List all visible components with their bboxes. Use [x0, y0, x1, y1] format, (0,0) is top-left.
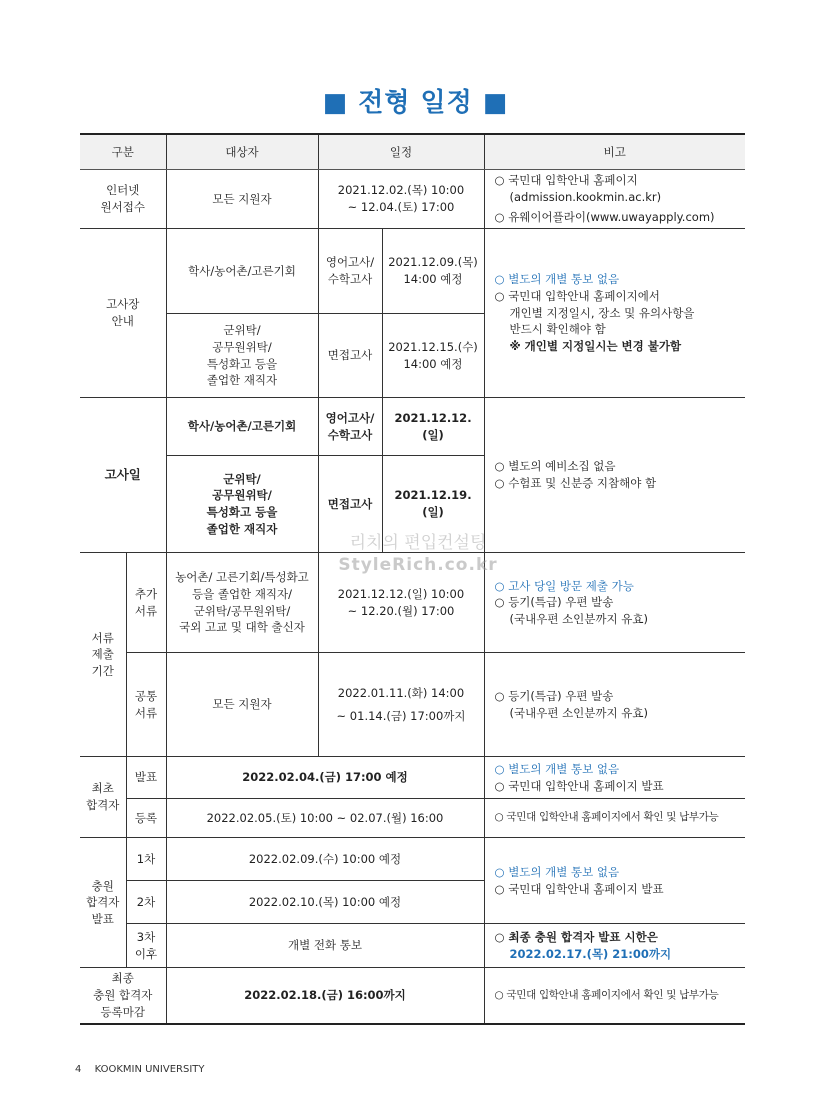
page-footer — [75, 1064, 204, 1075]
cell-note: ○ 별도의 예비소집 없음 ○ 수험표 및 신분증 지참해야 함 — [484, 398, 745, 553]
cell-note: ○ 등기(특급) 우편 발송 (국내우편 소인분까지 유효) — [484, 653, 745, 757]
cell-date: 2022.02.05.(토) 10:00 ~ 02.07.(월) 16:00 — [166, 799, 484, 838]
cell-date: 2021.12.12.(일) 10:00 ~ 12.20.(월) 17:00 — [318, 553, 484, 653]
cell-subcategory: 추가 서류 — [126, 553, 166, 653]
university-name: KOOKMIN UNIVERSITY — [94, 1064, 205, 1075]
cell-note: ○ 국민대 입학안내 홈페이지에서 확인 및 납부가능 — [484, 799, 745, 838]
header-note: 비고 — [484, 134, 745, 170]
cell-date: 2021.12.12.(일) — [382, 398, 484, 456]
table-row — [80, 653, 745, 757]
cell-target: 학사/농어촌/고른기회 — [166, 398, 318, 456]
table-row — [80, 968, 745, 1024]
cell-subcategory: 3차 이후 — [126, 924, 166, 968]
cell-note: ○ 국민대 입학안내 홈페이지에서 확인 및 납부가능 — [484, 968, 745, 1024]
schedule-table — [80, 133, 745, 1025]
cell-date: 2022.02.10.(목) 10:00 예정 — [166, 881, 484, 924]
cell-target: 군위탁/ 공무원위탁/ 특성화고 등을 졸업한 재직자 — [166, 314, 318, 398]
cell-date: 2022.02.09.(수) 10:00 예정 — [166, 838, 484, 881]
cell-date: 2021.12.02.(목) 10:00 ~ 12.04.(토) 17:00 — [318, 170, 484, 229]
cell-exam: 영어고사/ 수학고사 — [318, 398, 382, 456]
cell-note: ○ 고사 당일 방문 제출 가능 ○ 등기(특급) 우편 발송 (국내우편 소인분까지 유효) — [484, 553, 745, 653]
cell-category: 서류 제출 기간 — [80, 553, 126, 757]
page-title: ■ 전형 일정 ■ — [322, 88, 509, 118]
cell-subcategory: 등록 — [126, 799, 166, 838]
table-row — [80, 799, 745, 838]
cell-note: ○ 별도의 개별 통보 없음 ○ 국민대 입학안내 홈페이지 발표 — [484, 757, 745, 799]
cell-category: 고사일 — [80, 398, 166, 553]
cell-category: 최종 충원 합격자 등록마감 — [80, 968, 166, 1024]
cell-target: 학사/농어촌/고른기회 — [166, 229, 318, 314]
header-category: 구분 — [80, 134, 166, 170]
cell-date: 2021.12.09.(목) 14:00 예정 — [382, 229, 484, 314]
cell-date: 2022.01.11.(화) 14:00 ~ 01.14.(금) 17:00까지 — [318, 653, 484, 757]
cell-subcategory: 공통 서류 — [126, 653, 166, 757]
cell-date: 2021.12.15.(수) 14:00 예정 — [382, 314, 484, 398]
table-row — [80, 924, 745, 968]
header-target: 대상자 — [166, 134, 318, 170]
table-row — [80, 398, 745, 456]
cell-note: ○ 별도의 개별 통보 없음 ○ 국민대 입학안내 홈페이지에서 개인별 지정일시, 장소 및 유의사항을 반드시 확인해야 함 ※ 개인별 지정일시는 변경 불가함 — [484, 229, 745, 398]
cell-note: ○ 국민대 입학안내 홈페이지 (admission.kookmin.ac.kr) ○ 유웨이어플라이(www.uwayapply.com) — [484, 170, 745, 229]
cell-exam: 면접고사 — [318, 314, 382, 398]
cell-date: 개별 전화 통보 — [166, 924, 484, 968]
table-row — [80, 553, 745, 653]
cell-target: 모든 지원자 — [166, 653, 318, 757]
cell-exam: 면접고사 — [318, 456, 382, 553]
cell-subcategory: 1차 — [126, 838, 166, 881]
header-schedule: 일정 — [318, 134, 484, 170]
cell-subcategory: 발표 — [126, 757, 166, 799]
cell-note: ○ 최종 충원 합격자 발표 시한은 2022.02.17.(목) 21:00까지 — [484, 924, 745, 968]
table-row — [80, 170, 745, 229]
cell-category: 고사장 안내 — [80, 229, 166, 398]
cell-target: 군위탁/ 공무원위탁/ 특성화고 등을 졸업한 재직자 — [166, 456, 318, 553]
cell-date: 2022.02.04.(금) 17:00 예정 — [166, 757, 484, 799]
cell-category: 인터넷 원서접수 — [80, 170, 166, 229]
cell-note: ○ 별도의 개별 통보 없음 ○ 국민대 입학안내 홈페이지 발표 — [484, 838, 745, 924]
watermark: 리치의 편입컨설팅 StyleRich.co.kr — [338, 533, 498, 576]
cell-subcategory: 2차 — [126, 881, 166, 924]
cell-target: 모든 지원자 — [166, 170, 318, 229]
cell-exam: 영어고사/ 수학고사 — [318, 229, 382, 314]
table-row — [80, 229, 745, 314]
cell-date: 2021.12.19.(일) — [382, 456, 484, 553]
cell-target: 농어촌/ 고른기회/특성화고 등을 졸업한 재직자/ 군위탁/공무원위탁/ 국외 고교 및 대학 출신자 — [166, 553, 318, 653]
table-row — [80, 757, 745, 799]
table-header-row — [80, 134, 745, 170]
cell-category: 최초 합격자 — [80, 757, 126, 838]
table-row — [80, 838, 745, 881]
cell-date: 2022.02.18.(금) 16:00까지 — [166, 968, 484, 1024]
page-number: 4 — [75, 1064, 82, 1075]
cell-category: 충원 합격자 발표 — [80, 838, 126, 968]
